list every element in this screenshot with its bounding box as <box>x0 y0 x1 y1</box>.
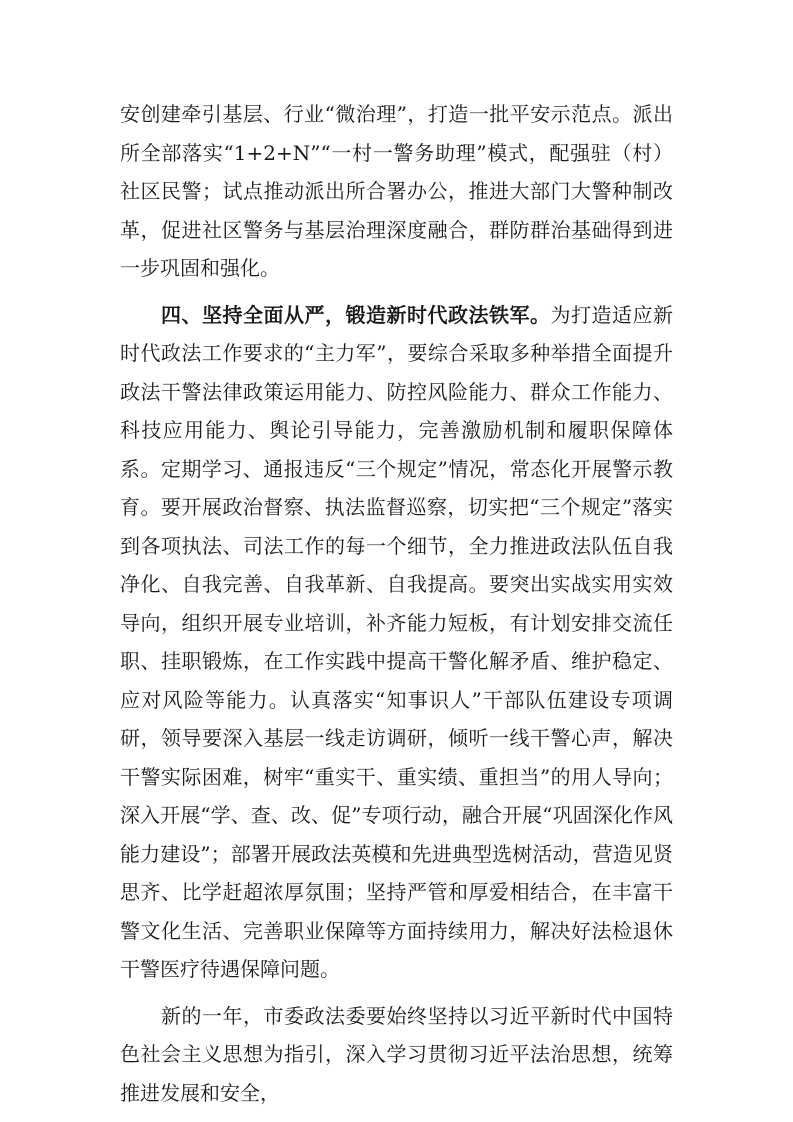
document-body <box>120 95 673 1112</box>
paragraph-section-four <box>120 296 673 989</box>
section-heading: 四、坚持全面从严，锻造新时代政法铁军。 <box>161 302 551 327</box>
paragraph-continuation <box>120 95 673 288</box>
paragraph-text: 新的一年，市委政法委要始终坚持以习近平新时代中国特色社会主义思想为指引，深入学习贯彻习近平法治思想，统筹推进发展和安全， <box>120 1003 673 1105</box>
paragraph-text: 为打造适应新时代政法工作要求的“主力军”，要综合采取多种举措全面提升政法干警法律政策运用能力、防控风险能力、群众工作能力、科技应用能力、舆论引导能力，完善激励机制和履职保障体系。定期学习、通报违反“三个规定”情况，常态化开展警示教育。要开展政治督察、执法监督巡察，切实把“三个规定”落实到各项执法、司法工作的每一个细节，全力推进政法队伍自我净化、自我完善、自我革新、自我提高。要突出实战实用实效导向，组织开展专业培训，补齐能力短板，有计划安排交流任职、挂职锻炼，在工作实践中提高干警化解矛盾、维护稳定、应对风险等能力。认真落实“知事识人”干部队伍建设专项调研，领导要深入基层一线走访调研，倾听一线干警心声，解决干警实际困难，树牢“重实干、重实绩、重担当”的用人导向；深入开展“学、查、改、促”专项行动，融合开展“巩固深化作风能力建设”；部署开展政法英模和先进典型选树活动，营造见贤思齐、比学赶超浓厚氛围；坚持严管和厚爱相结合，在丰富干警文化生活、完善职业保障等方面持续用力，解决好法检退休干警医疗待遇保障问题。 <box>120 302 673 981</box>
paragraph-text: 安创建牵引基层、行业“微治理”，打造一批平安示范点。派出所全部落实“1+2+N”“一村一警务助理”模式，配强驻（村）社区民警；试点推动派出所合署办公，推进大部门大警种制改革，促进社区警务与基层治理深度融合，群防群治基础得到进一步巩固和强化。 <box>120 102 673 280</box>
paragraph-new-year <box>120 997 673 1113</box>
